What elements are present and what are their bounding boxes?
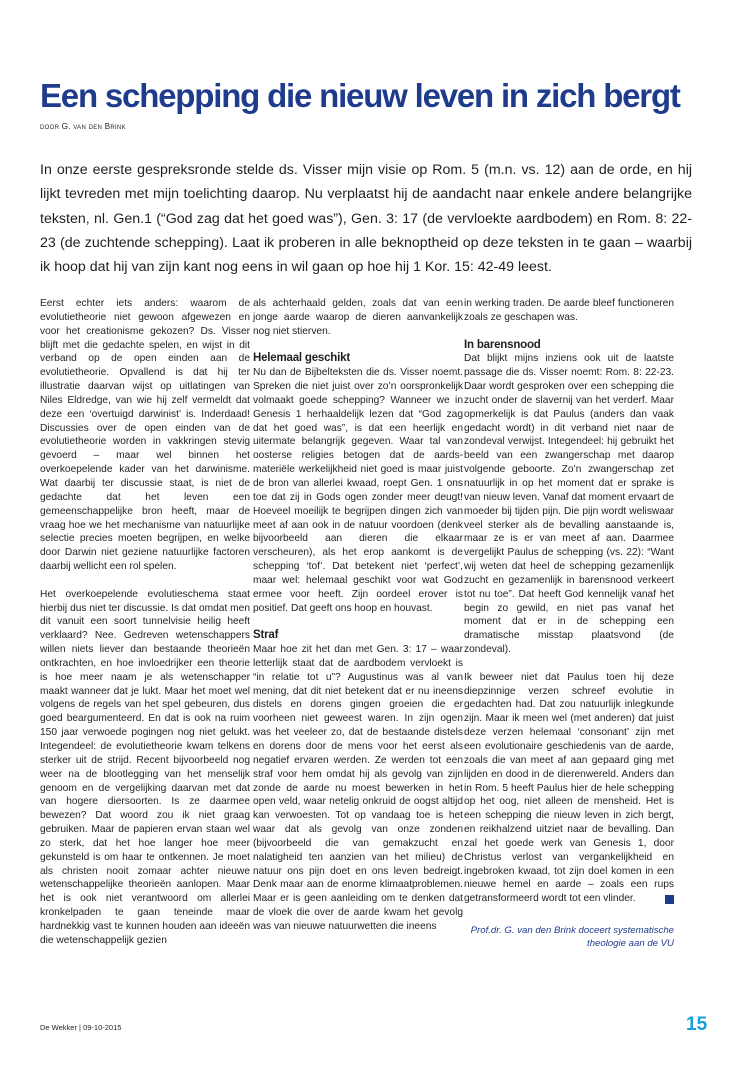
- body-paragraph: Nu dan de Bijbelteksten die ds. Visser noemt. Spreken die niet juist over zo’n oorspronkelijk volmaakt goede schepping? Wanneer we in Genesis 1 herhaaldelijk lezen dat “God zag dat het goed was”, is dat een heerlijk en uitermate belangrijk gegeven. Waar tal van oosterse religies betogen dat de aards-materiële werkelijkheid niet goed is maar juist de bron van allerlei kwaad, roept Gen. 1 ons toe dat zij in Gods ogen zonder meer deugt! Hoeveel moeilijk te begrijpen dingen zich van meet af aan ook in de natuur voordoen (denk bijvoorbeeld aan dieren die elkaar verscheuren), als het erop aankomt is de schepping ‘tof’. Dat betekent niet ‘perfect’, maar wel: helemaal geschikt voor wat God ermee voor heeft. Zijn oordeel erover is positief. Dat geeft ons hoop en houvast.: [253, 367, 463, 614]
- body-paragraph: [464, 671, 674, 906]
- body-paragraph: Eerst echter iets anders: waarom de evolutietheorie niet gewoon afgewezen en voor het creationisme gekozen? Ds. Visser blijft met die gedachte spelen, en wijst in dit verband op de open einden aan de evolutietheorie. Opvallend is dat hij ter illustratie daarvan wijst op uitlatingen van Niles Eldredge, van wie hij zelf vermeldt dat deze een ‘overtuigd darwinist’ is. Inderdaad! Discussies over de open einden van de evolutietheorie worden in vakkringen stevig gevoerd – maar wel binnen het overkoepelende kader van het darwinisme. Wat daarbij ter discussie staat, is niet de gedachte dat het leven een gemeenschappelijke bron heeft, maar de vraag hoe we het mechanisme van natuurlijke selectie precies moeten begrijpen, en welke door Darwin niet geziene natuurlijke factoren daarbij wellicht een rol spelen.: [40, 298, 250, 573]
- body-paragraph: in werking traden. De aarde bleef functioneren zoals ze geschapen was.: [464, 298, 674, 323]
- body-paragraph: Het overkoepelende evolutieschema staat hierbij dus niet ter discussie. Is dat omdat men dit vanuit een soort tunnelvisie heilig heeft verklaard? Nee. Gedreven wetenschappers willen niets liever dan bestaande theorieën ontkrachten, en hoe invloedrijker een theorie is hoe meer naam je als wetenschapper maakt wanneer dat je lukt. Maar het moet wel volgens de regels van het spel gebeuren, dus goed beargumenteerd. En dat is ook na ruim 150 jaar verwoede pogingen nog niet gelukt. Integendeel: de evolutietheorie kwam telkens sterker uit de strijd. Recent bijvoorbeeld nog weer na de blootlegging van het menselijk genoom en de vergelijking daarvan met dat van hogere diersoorten. Is ze daarmee bewezen? Dat woord zou ik niet graag gebruiken. Maar de papieren ervan staan wel zo sterk, dat het hoe langer hoe meer gekunsteld is om haar te ontkennen. Je moet als christen nooit zomaar achter nieuwe wetenschappelijke theorieën aanlopen. Maar het is ook niet verantwoord om allerlei kronkelpaden te gaan teneinde maar hardnekkig vast te kunnen houden aan ideeën die wetenschappelijk gezien: [40, 588, 250, 946]
- publication-footer: De Wekker | 09-10-2015: [40, 1023, 122, 1032]
- body-paragraph: Maar hoe zit het dan met Gen. 3: 17 – waar letterlijk staat dat de aardbodem vervloekt is “in relatie tot u”? Augustinus was al van mening, dat dit niet betekent dat er nu ineens distels en dorens gingen groeien die er voorheen niet geweest waren. In zijn ogen was het veeleer zo, dat de bestaande distels en dorens door de mens voor het eerst als negatief ervaren werden. Ze werden tot een straf voor hem omdat hij als gevolg van zijn zonde de aarde nu moest bewerken in het open veld, waar netelig onkruid de oogst altijd kan verwoesten. Tot op vandaag toe is het waar dat als gevolg van onze zonden (bijvoorbeeld die van gemakzucht en nalatigheid ten aanzien van het milieu) de natuur ons pijn doet en ons leven bedreigt. Denk maar aan de enorme klimaatproblemen. Maar er is geen aanleiding om te denken dat de vloek die over de aarde kwam het gevolg was van nieuwe natuurwetten die ineens: [253, 644, 463, 932]
- column-3: [464, 297, 674, 950]
- byline: door G. van den Brink: [40, 122, 126, 131]
- column-2: [253, 297, 463, 948]
- page-number: 15: [686, 1014, 708, 1035]
- author-bio: Prof.dr. G. van den Brink doceert systematische theologie aan de VU: [470, 925, 674, 950]
- column-1: [40, 297, 250, 962]
- body-paragraph: als achterhaald gelden, zoals dat van een jonge aarde waarop de dieren aanvankelijk nog niet stierven.: [253, 298, 463, 337]
- body-paragraph: Dat blijkt mijns inziens ook uit de laatste passage die ds. Visser noemt: Rom. 8: 22-23. Daar wordt gesproken over een schepping die zucht onder de slavernij van het verderf. Maar opmerkelijk is dat Paulus (anders dan vaak gedacht wordt) in dit verband niet naar de zondeval verwijst. Integendeel: hij gebruikt het beeld van een zwangerschap met daarop volgende geboorte. Zo’n zwangerschap zet natuurlijk in op het moment dat er sprake is van nieuw leven. Vanaf dat moment ervaart de moeder bij tijden pijn. Die pijn wordt weliswaar veel sterker als de bevalling aanstaande is, maar ze is er van meet af aan. Daarmee vergelijkt Paulus de schepping (vs. 22): “Want wij weten dat heel de schepping gezamenlijk zucht en gezamenlijk in barensnood verkeert tot nu toe”. Dat heeft God kennelijk vanaf het begin zo gewild, en niet pas vanaf het moment dat er in de schepping een dramatische misstap plaatsvond (de zondeval).: [464, 353, 674, 656]
- section-heading: Helemaal geschikt: [253, 352, 350, 365]
- end-of-article-square-icon: [665, 895, 674, 904]
- section-heading: Straf: [253, 629, 279, 642]
- section-heading: In barensnood: [464, 338, 541, 351]
- closing-paragraph-text: Ik beweer niet dat Paulus toen hij deze diepzinnige verzen schreef evolutie in gedachten had. Dat zou natuurlijk inlegkunde zijn. Maar ik meen wel (met anderen) dat juist deze verzen helemaal ‘consonant’ zijn met een evolutionaire geschiedenis van de aarde, zoals die van meet af aan gepaard ging met lijden en dood in de dierenwereld. Anders dan in Rom. 5 heeft Paulus hier de hele schepping op het oog, niet alleen de mensheid. Het is een schepping die nieuw leven in zich bergt, en reikhalzend uitziet naar de bevalling. Dan zal het goede werk van Genesis 1, door Christus verlost van vergankelijkheid en ingebroken kwaad, tot zijn doel komen in een nieuwe hemel en aarde – zoals een rups getransformeerd wordt tot een vlinder.: [464, 671, 674, 905]
- article-title: Een schepping die nieuw leven in zich bergt: [40, 77, 680, 114]
- intro-paragraph: In onze eerste gespreksronde stelde ds. Visser mijn visie op Rom. 5 (m.n. vs. 12) aan de orde, en hij lijkt tevreden met mijn toelichting daarop. Nu verplaatst hij de aandacht naar enkele andere belangrijke teksten, nl. Gen.1 (“God zag dat het goed was”), Gen. 3: 17 (de vervloekte aardbodem) en Rom. 8: 22-23 (de zuchtende schepping). Laat ik proberen in alle beknoptheid op deze teksten in te gaan – waarbij ik hoop dat hij van zijn kant nog eens in wil gaan op hoe hij 1 Kor. 15: 42-49 leest.: [40, 162, 692, 276]
